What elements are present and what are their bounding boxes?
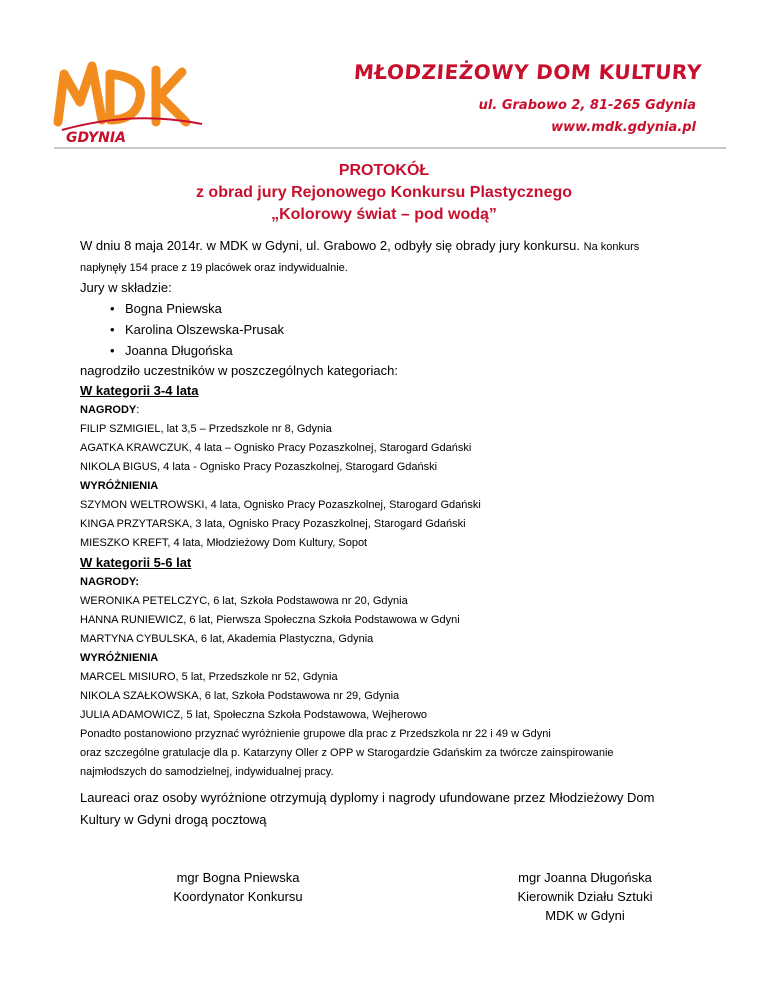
document-body [80, 237, 720, 782]
title-line-1: PROTOKÓŁ [338, 162, 430, 179]
list-item: JULIA ADAMOWICZ, 5 lat, Społeczna Szkoła Podstawowa, Wejherowo [80, 709, 428, 721]
signature-left [148, 868, 328, 906]
letterhead [44, 52, 720, 150]
note-line: najmłodszych do samodzielnej, indywidualnej pracy. [80, 766, 334, 778]
jury-awarded: nagrodziło uczestników w poszczególnych kategoriach: [80, 363, 398, 378]
list-item: HANNA RUNIEWICZ, 6 lat, Pierwsza Społeczna Szkoła Podstawowa w Gdyni [80, 614, 460, 626]
note-line: oraz szczególne gratulacje dla p. Katarzyny Oller z OPP w Starogardzie Gdańskim za twórcze zainspirowanie [80, 747, 614, 759]
list-item: SZYMON WELTROWSKI, 4 lata, Ognisko Pracy Pozaszkolnej, Starogard Gdański [80, 499, 481, 511]
list-item: WERONIKA PETELCZYC, 6 lat, Szkoła Podstawowa nr 20, Gdynia [80, 595, 408, 607]
note-line: Ponadto postanowiono przyznać wyróżnienie grupowe dla prac z Przedszkola nr 22 i 49 w Gdyni [80, 728, 551, 740]
intro-paragraph-cont [80, 258, 720, 277]
header-divider [54, 147, 726, 149]
org-name: MŁODZIEŻOWY DOM KULTURY [353, 60, 703, 84]
intro-paragraph [80, 237, 720, 256]
signature-name: mgr Joanna Długońska [518, 870, 652, 885]
closing-paragraph [80, 787, 720, 831]
prizes-label: NAGRODY: [80, 576, 140, 588]
jury-label: Jury w składzie: [80, 280, 172, 295]
list-item: • Joanna Długońska [80, 340, 720, 361]
list-item: MIESZKO KREFT, 4 lata, Młodzieżowy Dom Kultury, Sopot [80, 537, 368, 549]
org-website: www.mdk.gdynia.pl [551, 120, 696, 135]
org-address: ul. Grabowo 2, 81-265 Gdynia [478, 98, 696, 113]
category-heading: W kategorii 5-6 lat [80, 555, 192, 570]
intro-small-1: Na konkurs [583, 241, 640, 253]
closing-line-1: Laureaci oraz osoby wyróżnione otrzymują dyplomy i nagrody ufundowane przez Młodzieżowy Dom [80, 790, 655, 805]
bullet-icon: • [110, 343, 115, 358]
intro-main: W dniu 8 maja 2014r. w MDK w Gdyni, ul. Grabowo 2, odbyły się obrady jury konkursu. [80, 238, 580, 253]
honors-label: WYRÓŻNIENIA [80, 480, 159, 492]
list-item: KINGA PRZYTARSKA, 3 lata, Ognisko Pracy Pozaszkolnej, Starogard Gdański [80, 518, 466, 530]
signature-role: Kierownik Działu Sztuki [517, 889, 653, 904]
list-item: NIKOLA SZAŁKOWSKA, 6 lat, Szkoła Podstawowa nr 29, Gdynia [80, 690, 400, 702]
honors-label: WYRÓŻNIENIA [80, 652, 159, 664]
title-line-3: „Kolorowy świat – pod wodą” [271, 206, 497, 223]
list-item: NIKOLA BIGUS, 4 lata - Ognisko Pracy Pozaszkolnej, Starogard Gdański [80, 461, 438, 473]
document-title [0, 160, 768, 226]
intro-small-2: napłynęły 154 prace z 19 placówek oraz indywidualnie. [80, 262, 348, 274]
signature-role: Koordynator Konkursu [173, 889, 303, 904]
closing-line-2: Kultury w Gdyni drogą pocztową [80, 812, 267, 827]
title-line-2: z obrad jury Rejonowego Konkursu Plastycznego [195, 184, 573, 201]
list-item: • Bogna Pniewska [80, 298, 720, 319]
jury-list [80, 298, 720, 361]
category-heading: W kategorii 3-4 lata [80, 383, 199, 398]
list-item: AGATKA KRAWCZUK, 4 lata – Ognisko Pracy Pozaszkolnej, Starogard Gdański [80, 442, 472, 454]
mdk-logo [52, 52, 212, 144]
bullet-icon: • [110, 301, 115, 316]
logo-subtext: GDYNIA [66, 130, 126, 144]
list-item: • Karolina Olszewska-Prusak [80, 319, 720, 340]
list-item: FILIP SZMIGIEL, lat 3,5 – Przedszkole nr 8, Gdynia [80, 423, 332, 435]
bullet-icon: • [110, 322, 115, 337]
signature-name: mgr Bogna Pniewska [176, 870, 300, 885]
prizes-label: NAGRODY: [80, 404, 140, 416]
signature-org: MDK w Gdyni [545, 908, 625, 923]
signature-right [490, 868, 680, 925]
list-item: MARCEL MISIURO, 5 lat, Przedszkole nr 52, Gdynia [80, 671, 338, 683]
list-item: MARTYNA CYBULSKA, 6 lat, Akademia Plastyczna, Gdynia [80, 633, 374, 645]
